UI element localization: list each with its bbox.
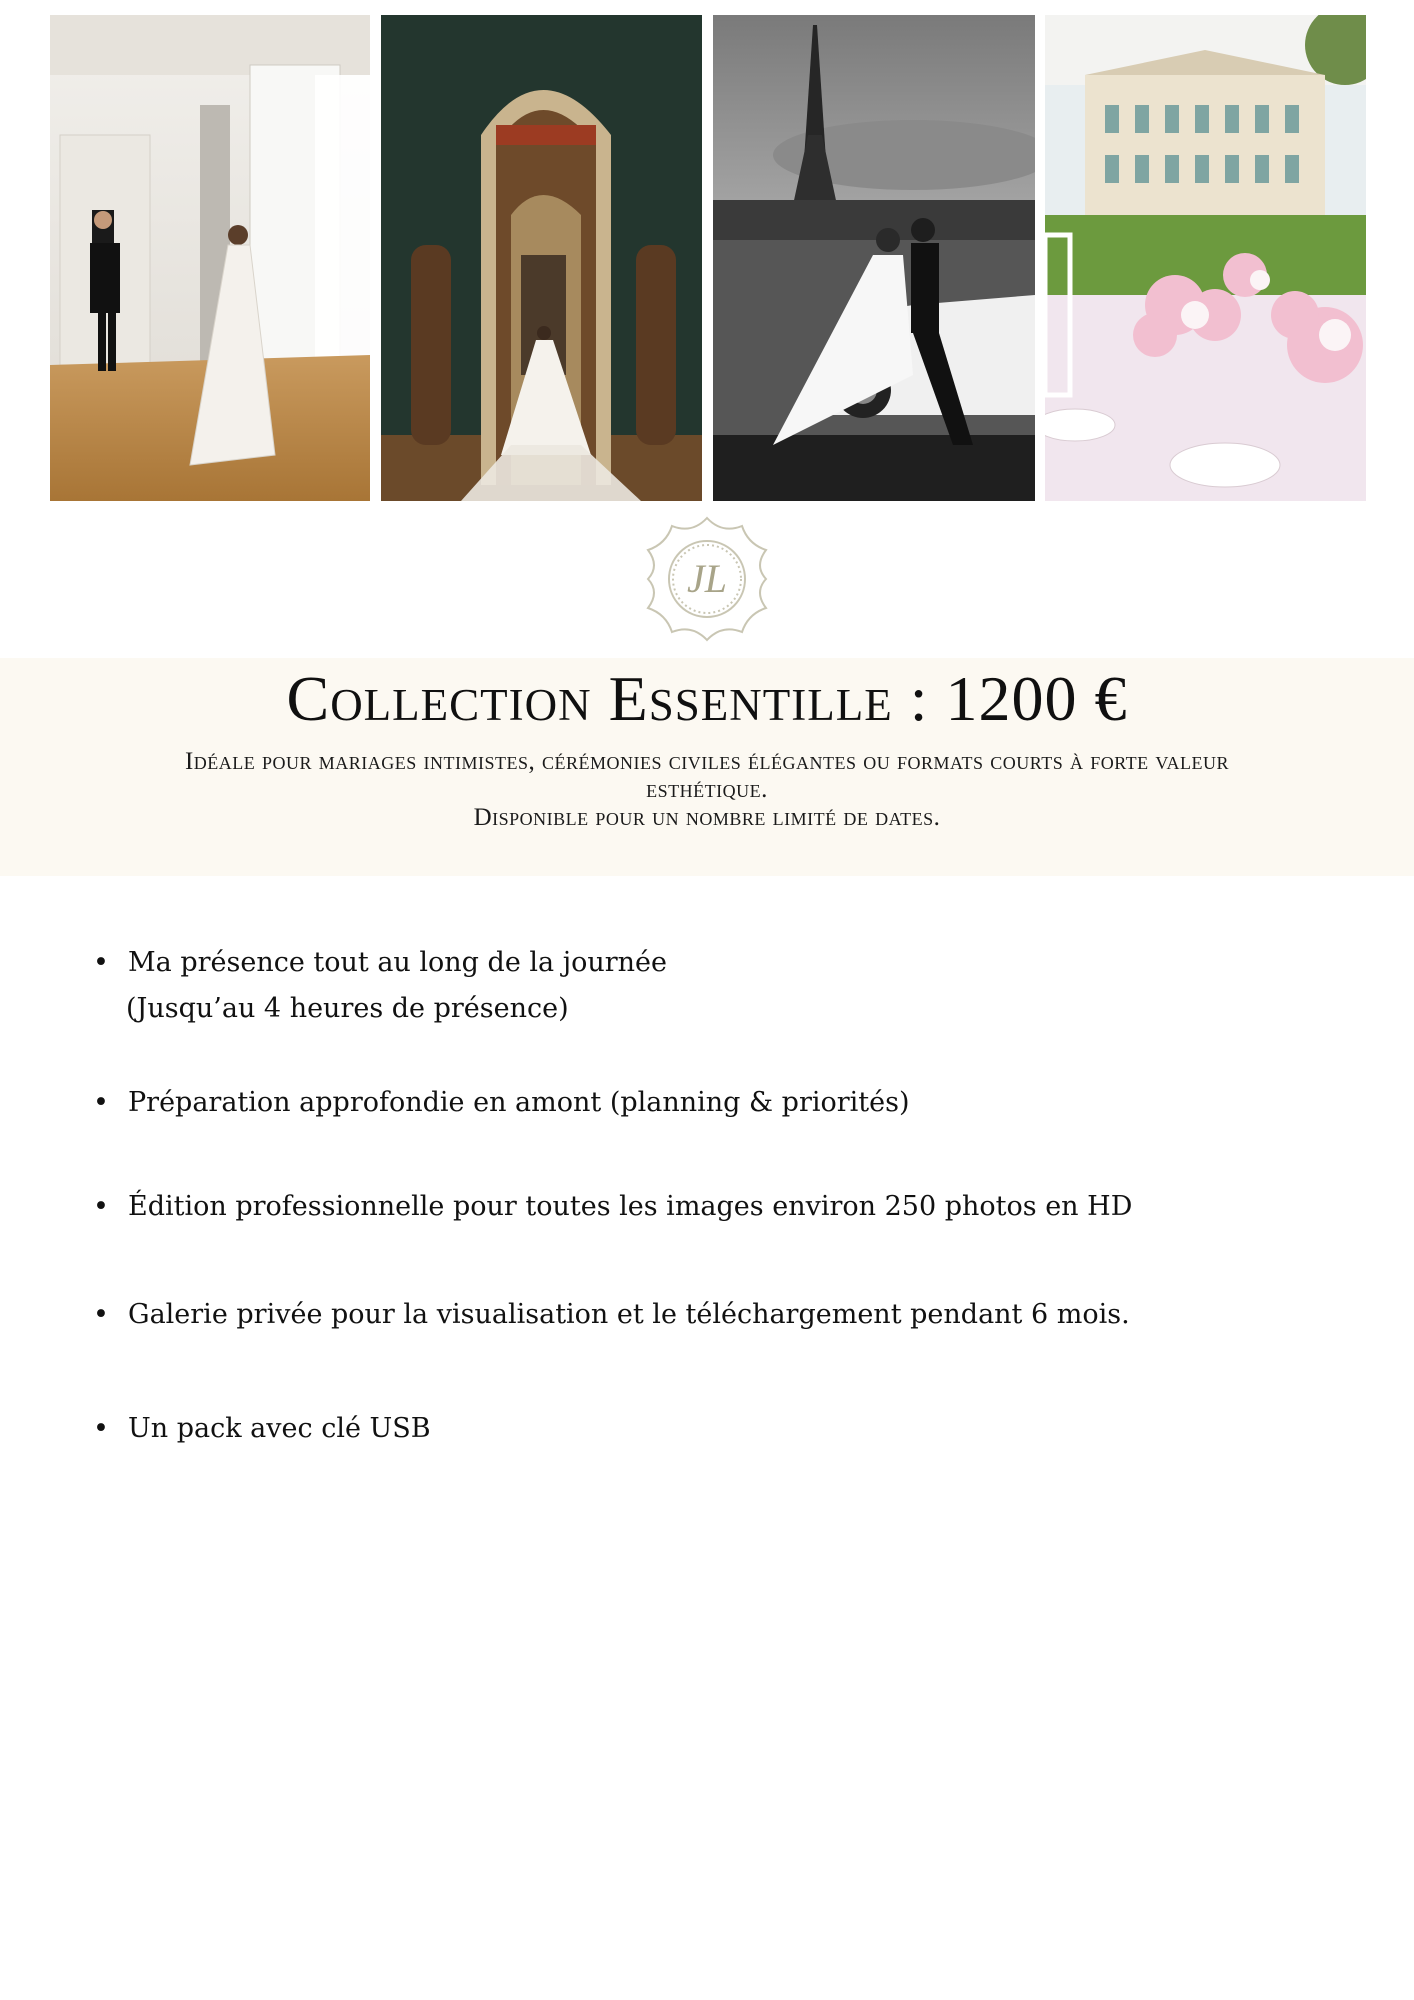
logo	[642, 514, 772, 644]
photo-strip	[50, 15, 1366, 501]
photo-couple-eiffel	[713, 15, 1035, 501]
page-title: Collection Essentille : 1200 €	[286, 663, 1128, 734]
bullet: •	[93, 1299, 109, 1330]
photo-floral-table	[1045, 15, 1366, 501]
bullet: •	[93, 1087, 109, 1118]
feature-text: Galerie privée pour la visualisation et le téléchargement pendant 6 mois.	[128, 1299, 1130, 1330]
photo-bride-doorway	[381, 15, 702, 501]
bullet: •	[93, 1191, 109, 1222]
feature-subtext: (Jusqu’au 4 heures de présence)	[126, 993, 569, 1024]
bullet: •	[93, 947, 109, 978]
bullet: •	[93, 1413, 109, 1444]
photo-couple-apartment	[50, 15, 370, 501]
feature-text: Édition professionnelle pour toutes les images environ 250 photos en HD	[128, 1191, 1133, 1222]
monogram-crest-icon	[642, 514, 772, 644]
subtitle-line: Disponible pour un nombre limité de dates.	[473, 804, 941, 831]
feature-text: Préparation approfondie en amont (planning & priorités)	[128, 1087, 910, 1118]
subtitle-line: esthétique.	[646, 776, 768, 803]
feature-text: Ma présence tout au long de la journée	[128, 947, 667, 978]
subtitle-line: Idéale pour mariages intimistes, cérémonies civiles élégantes ou formats courts à forte valeur	[184, 748, 1230, 775]
subtitle	[40, 748, 1374, 832]
svg-text:JL: JL	[687, 556, 727, 601]
feature-text: Un pack avec clé USB	[128, 1413, 431, 1444]
